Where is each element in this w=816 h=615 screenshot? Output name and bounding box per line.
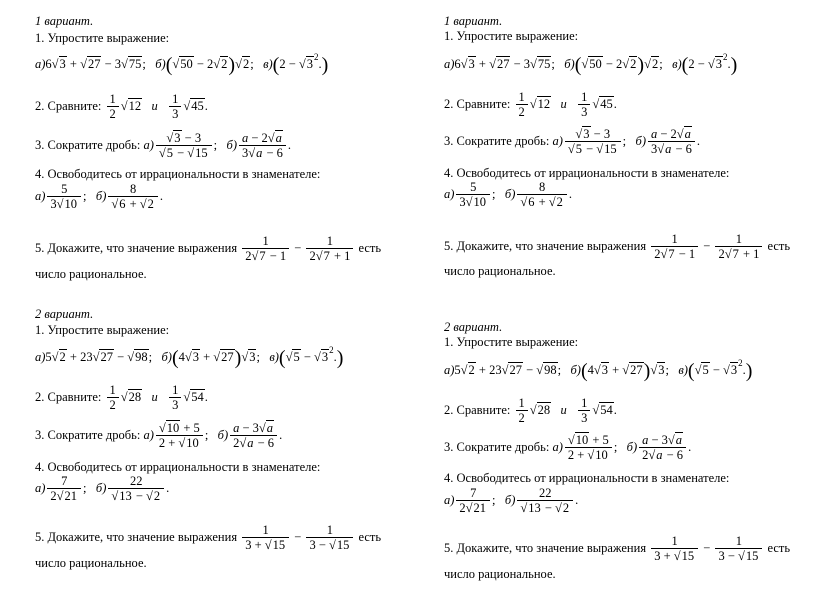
task4-label: 4. Освободитесь от иррациональности в знаменателе: xyxy=(444,166,730,180)
task5: 5. Докажите, что значение выражения $\frac{1}{3 + √15}$ − $\frac{1}{3 - √15}$ есть xyxy=(444,534,791,564)
task1-label: 1. Упростите выражение: xyxy=(444,29,579,43)
variant-title: 1 вариант. xyxy=(35,14,94,28)
task5-tail: есть xyxy=(767,540,791,555)
task3: 3. Сократите дробь: а) $\frac{√10 + 5}{2 + √10}$ ; б) $\frac{а - 3√а}{2√а - 6}$ . xyxy=(35,421,283,451)
task5-label: 5. Докажите, что значение выражения xyxy=(35,240,238,255)
task5-tail: есть xyxy=(358,529,382,544)
task3: 3. Сократите дробь: а) $\frac{√3 - 3}{√5 - √15}$ ; б) $\frac{а - 2√а}{3√а - 6}$ . xyxy=(35,131,292,161)
task5-end: число рациональное. xyxy=(444,264,556,278)
task4-expression: а) $\frac{5}{3√10}$ ; б) $\frac{8}{√6 + √2}$ . xyxy=(35,182,164,212)
task3-label: 3. Сократите дробь: xyxy=(35,137,141,152)
task5-label: 5. Докажите, что значение выражения xyxy=(444,238,647,253)
task5-tail: есть xyxy=(358,240,382,255)
task2-label: 2. Сравните: xyxy=(35,98,102,113)
task5: 5. Докажите, что значение выражения $\frac{1}{2√7 - 1}$ − $\frac{1}{2√7 + 1}$ есть xyxy=(444,232,791,262)
task1-expression: а)5√2 + 23√27 − √98; б)(4√3 + √27)√3; $в)(√5 - √3^2.)$ xyxy=(444,358,753,382)
task1-expression: а)6√3 + √27 − 3√75; б)(√50 − 2√2)√2; $в)(2 - √3^2.)$ xyxy=(444,52,738,76)
variant-title: 1 вариант. xyxy=(444,14,503,28)
task5-end: число рациональное. xyxy=(35,556,147,570)
task3-label: 3. Сократите дробь: xyxy=(444,133,550,148)
task5: 5. Докажите, что значение выражения $\frac{1}{2√7 - 1}$ − $\frac{1}{2√7 + 1}$ есть xyxy=(35,234,382,264)
task5-end: число рациональное. xyxy=(444,567,556,581)
task2-label: 2. Сравните: xyxy=(444,402,511,417)
task5-label: 5. Докажите, что значение выражения xyxy=(444,540,647,555)
task1-expression: а)6√3 + √27 − 3√75; б)(√50 − 2√2)√2; $в)(2 - √3^2.)$ xyxy=(35,52,329,76)
task4-expression: а) $\frac{7}{2√21}$ ; б) $\frac{22}{√13 - √2}$ . xyxy=(444,486,579,516)
task4-label: 4. Освободитесь от иррациональности в знаменателе: xyxy=(444,471,730,485)
task3-label: 3. Сократите дробь: xyxy=(35,427,141,442)
task1-label: 1. Упростите выражение: xyxy=(35,323,170,337)
variant-title: 2 вариант. xyxy=(35,307,94,321)
task1-label: 1. Упростите выражение: xyxy=(444,335,579,349)
task3: 3. Сократите дробь: а) $\frac{√10 + 5}{2 + √10}$ ; б) $\frac{а - 3√а}{2√а - 6}$ . xyxy=(444,433,692,463)
task2: 2. Сравните: $\frac{1}{2}$ √12 и $\frac{1}{3}$ √45. xyxy=(444,90,617,120)
task2-label: 2. Сравните: xyxy=(444,96,511,111)
task2-label: 2. Сравните: xyxy=(35,389,102,404)
task5: 5. Докажите, что значение выражения $\frac{1}{3 + √15}$ − $\frac{1}{3 - √15}$ есть xyxy=(35,523,382,553)
task5-end: число рациональное. xyxy=(35,267,147,281)
task1-label: 1. Упростите выражение: xyxy=(35,31,170,45)
task5-tail: есть xyxy=(767,238,791,253)
task3: 3. Сократите дробь: а) $\frac{√3 - 3}{√5 - √15}$ ; б) $\frac{а - 2√а}{3√а - 6}$ . xyxy=(444,127,701,157)
task3-label: 3. Сократите дробь: xyxy=(444,439,550,454)
task2: 2. Сравните: $\frac{1}{2}$ √12 и $\frac{1}{3}$ √45. xyxy=(35,92,208,122)
task4-label: 4. Освободитесь от иррациональности в знаменателе: xyxy=(35,167,321,181)
task4-expression: а) $\frac{7}{2√21}$ ; б) $\frac{22}{√13 - √2}$ . xyxy=(35,474,170,504)
task4-expression: а) $\frac{5}{3√10}$ ; б) $\frac{8}{√6 + √2}$ . xyxy=(444,180,573,210)
task2: 2. Сравните: $\frac{1}{2}$ √28 и $\frac{1}{3}$ √54. xyxy=(444,396,617,426)
task4-label: 4. Освободитесь от иррациональности в знаменателе: xyxy=(35,460,321,474)
variant-title: 2 вариант. xyxy=(444,320,503,334)
task5-label: 5. Докажите, что значение выражения xyxy=(35,529,238,544)
task2: 2. Сравните: $\frac{1}{2}$ √28 и $\frac{1}{3}$ √54. xyxy=(35,383,208,413)
task1-expression: а)5√2 + 23√27 − √98; б)(4√3 + √27)√3; $в)(√5 - √3^2.)$ xyxy=(35,345,344,369)
